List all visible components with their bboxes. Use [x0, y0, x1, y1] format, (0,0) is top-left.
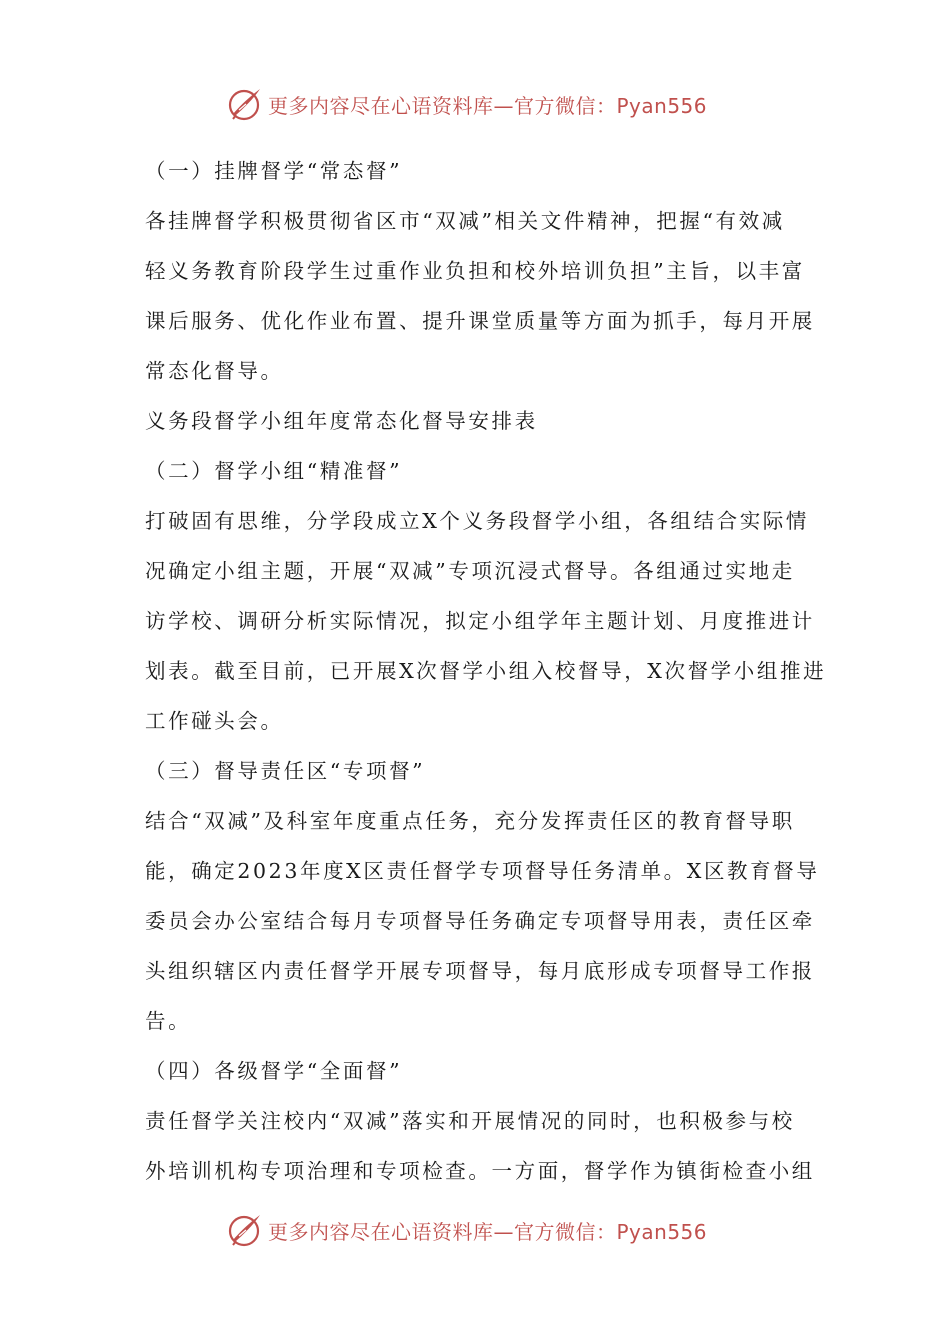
section-heading-4: （四）各级督学“全面督” [145, 1059, 403, 1083]
quill-pen-logo-icon [224, 1210, 264, 1250]
section-heading-3: （三）督导责任区“专项督” [145, 759, 426, 783]
banner-text: 更多内容尽在心语资料库—官方微信：Pyan556 [268, 93, 708, 118]
paragraph-line: 外培训机构专项治理和专项检查。一方面，督学作为镇街检查小组 [145, 1159, 815, 1183]
paragraph-line: 划表。截至目前，已开展X次督学小组入校督导，X次督学小组推进 [145, 659, 827, 683]
banner-text: 更多内容尽在心语资料库—官方微信：Pyan556 [268, 1219, 708, 1244]
document-body [145, 146, 827, 1196]
paragraph-line: 打破固有思维，分学段成立X个义务段督学小组，各组结合实际情 [145, 509, 809, 533]
header-banner [224, 82, 707, 126]
section-heading-2: （二）督学小组“精准督” [145, 459, 403, 483]
paragraph-line: 告。 [145, 1009, 192, 1033]
paragraph-line: 课后服务、优化作业布置、提升课堂质量等方面为抓手，每月开展 [145, 309, 815, 333]
paragraph-line: 能，确定2023年度X区责任督学专项督导任务清单。X区教育督导 [145, 859, 820, 883]
paragraph-line: 访学校、调研分析实际情况，拟定小组学年主题计划、月度推进计 [145, 609, 815, 633]
paragraph-line: 常态化督导。 [145, 359, 284, 383]
paragraph-line: 委员会办公室结合每月专项督导任务确定专项督导用表，责任区牵 [145, 909, 815, 933]
paragraph-line: 各挂牌督学积极贯彻省区市“双减”相关文件精神，把握“有效减 [145, 209, 785, 233]
footer-banner [224, 1208, 707, 1252]
paragraph-line: 头组织辖区内责任督学开展专项督导，每月底形成专项督导工作报 [145, 959, 815, 983]
paragraph-line: 结合“双减”及科室年度重点任务，充分发挥责任区的教育督导职 [145, 809, 795, 833]
paragraph-line: 轻义务教育阶段学生过重作业负担和校外培训负担”主旨，以丰富 [145, 259, 805, 283]
section-heading-1: （一）挂牌督学“常态督” [145, 159, 403, 183]
paragraph-line: 工作碰头会。 [145, 709, 284, 733]
paragraph-line: 况确定小组主题，开展“双减”专项沉浸式督导。各组通过实地走 [145, 559, 795, 583]
paragraph-line: 责任督学关注校内“双减”落实和开展情况的同时，也积极参与校 [145, 1109, 795, 1133]
quill-pen-logo-icon [224, 84, 264, 124]
table-caption: 义务段督学小组年度常态化督导安排表 [145, 409, 538, 433]
